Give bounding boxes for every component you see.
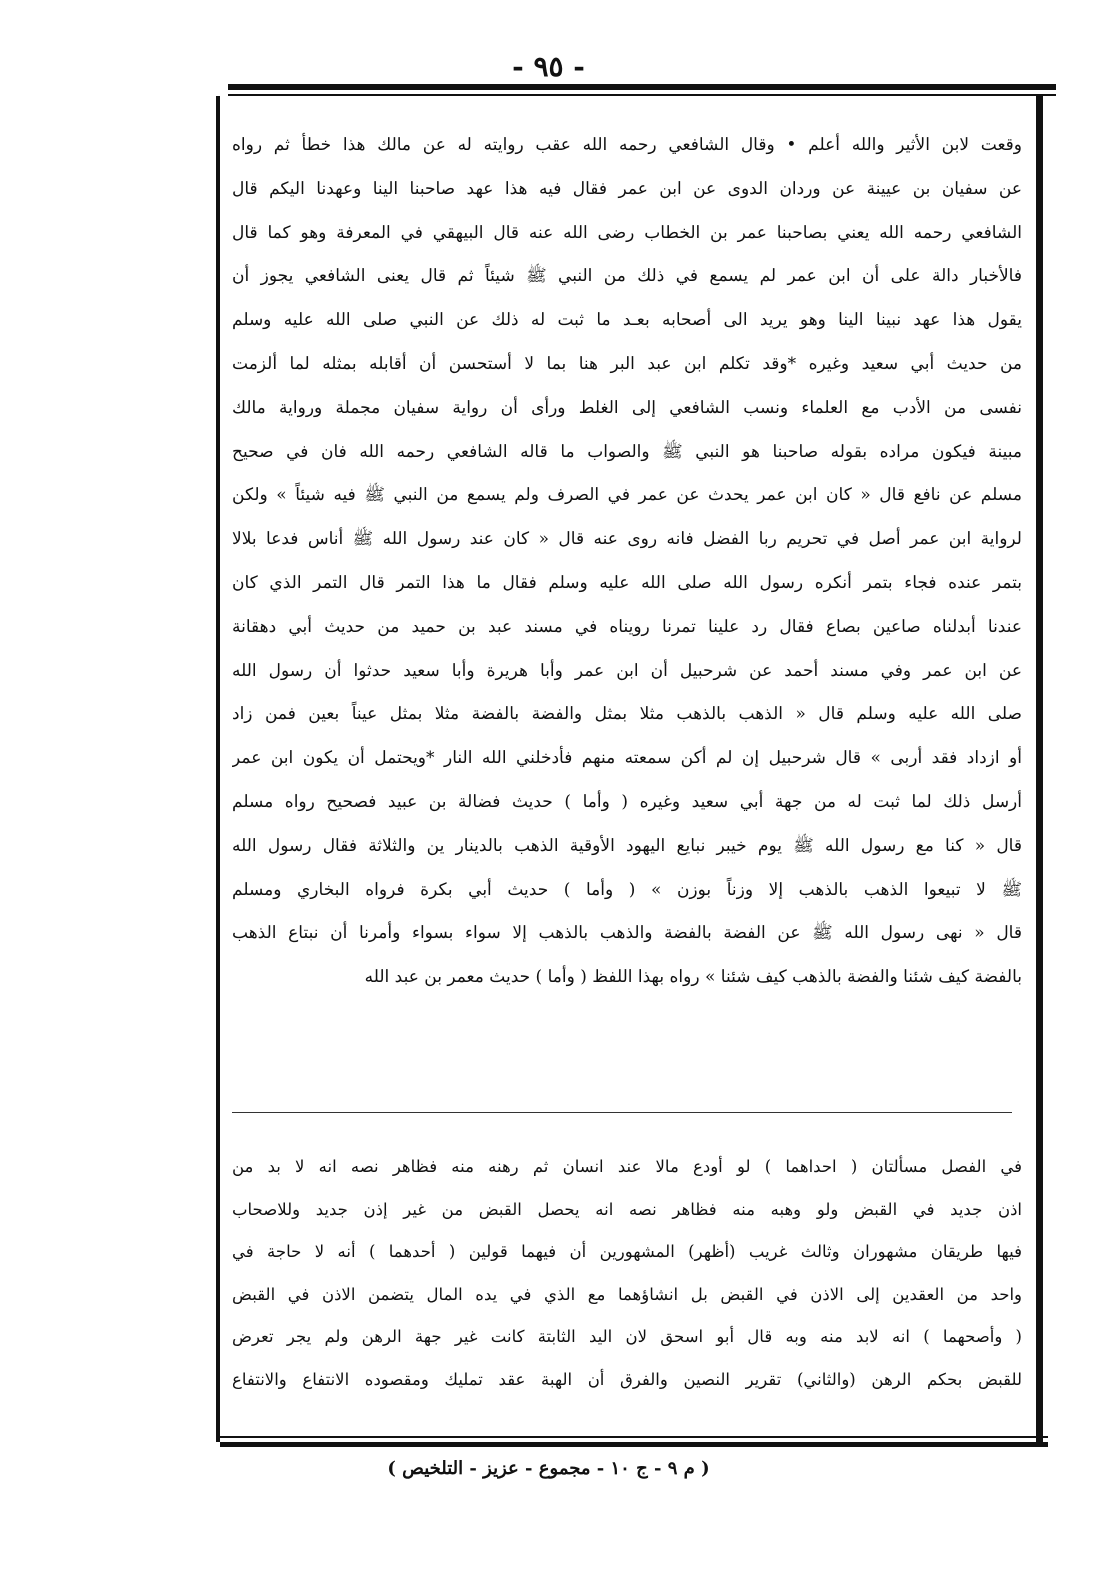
left-border [216, 96, 220, 1442]
main-line: وقعت لابن الأثير والله أعلم • وقال الشافعي رحمه الله عقب روايته له عن مالك هذا خطأ ثم رواه [232, 135, 1022, 155]
footnote-line: للقبض بحكم الرهن (والثاني) تقرير النصين والفرق أن الهبة عقد تمليك ومقصوده الانتفاع والانتفاع [232, 1369, 1022, 1389]
main-line: عن سفيان بن عيينة عن وردان الدوى عن ابن عمر فقال فيه هذا عهد صاحبنا الينا وعهدنا اليكم قال [232, 178, 1022, 199]
footnote-line: ( وأصحهما ) انه لابد منه وبه قال أبو اسحق لان اليد الثابتة كانت غير جهة الرهن ولم يجر تعرض [232, 1327, 1022, 1346]
main-line: مبينة فيكون مراده بقوله صاحبنا هو النبي ﷺ والصواب ما قاله الشافعي رحمه الله فان في صحيح [232, 441, 1022, 462]
footnote-separator [232, 1112, 1012, 1113]
main-line: بالفضة كيف شئنا والفضة بالذهب كيف شئنا » رواه بهذا اللفظ ( وأما ) حديث معمر بن عبد الله [364, 967, 1022, 988]
footnote-line: فيها طريقان مشهوران وثالث غريب (أظهر) المشهورين أن فيهما قولين ( أحدهما ) أنه لا حاجة في [232, 1242, 1022, 1261]
main-line: قال « كنا مع رسول الله ﷺ يوم خيبر نبايع اليهود الأوقية الذهب بالدينار ين والثلاثة فقال رسول الله [232, 835, 1022, 856]
main-line: فالأخبار دالة على أن ابن عمر لم يسمع في ذلك من النبي ﷺ شيئاً ثم قال يعنى الشافعي يجوز أن [232, 266, 1022, 287]
right-border [1036, 96, 1043, 1442]
main-line: مسلم عن نافع قال « كان ابن عمر يحدث عن عمر في الصرف ولم يسمع من النبي ﷺ فيه شيئاً » ولكن [232, 485, 1022, 506]
main-line: بتمر عنده فجاء بتمر أنكره رسول الله صلى الله عليه وسلم فقال ما هذا التمر قال التمر الذي كان [232, 572, 1022, 593]
main-line: أو ازداد فقد أربى » قال شرحبيل إن لم أكن سمعته منهم فأدخلني الله النار *ويحتمل أن يكون ابن عمر [232, 748, 1022, 769]
main-line: نفسى من الأدب مع العلماء ونسب الشافعي إلى الغلط ورأى أن رواية سفيان مجملة ورواية مالك [232, 397, 1022, 418]
main-line: لرواية ابن عمر أصل في تحريم ربا الفضل فانه روى عنه قال « كان عند رسول الله ﷺ أناس فدعا بلالا [232, 529, 1022, 550]
printer-signature: ( م ٩ - ج ١٠ - مجموع - عزيز - التلخيص ) [387, 1458, 710, 1479]
main-text [232, 124, 1022, 1000]
main-line: الشافعي رحمه الله يعني بصاحبنا عمر بن الخطاب رضى الله عنه قال البيهقي في المعرفة وهو كما قال [232, 222, 1022, 243]
top-border-thick [228, 84, 1056, 90]
main-line: قال « نهى رسول الله ﷺ عن الفضة بالفضة والذهب بالذهب إلا سواء بسواء وأمرنا أن نبتاع الذهب [232, 923, 1022, 944]
footnote-line: اذن جديد في القبض ولو وهبه منه فظاهر نصه انه يحصل القبض من غير إذن جديد وللاصحاب [232, 1199, 1022, 1219]
main-line: من حديث أبي سعيد وغيره *وقد تكلم ابن عبد البر هنا بما لا أستحسن أن أقابله بمثله لما ألزمت [232, 353, 1022, 374]
footnote-line: في الفصل مسألتان ( احداهما ) لو أودع مالا عند انسان ثم رهنه منه فظاهر نصه انه لا بد من [232, 1157, 1022, 1176]
main-line: يقول هذا عهد نبينا الينا وهو يريد الى أصحابه بعـد ما ثبت له ذلك عن النبي صلى الله عليه وسلم [232, 310, 1022, 331]
footnote-text [232, 1146, 1022, 1401]
main-line: أرسل ذلك لما ثبت له من جهة أبي سعيد وغيره ( وأما ) حديث فضالة بن عبيد فصحيح رواه مسلم [232, 791, 1022, 812]
top-border-thin [228, 94, 1056, 96]
bottom-border-thick [220, 1442, 1048, 1447]
main-line: صلى الله عليه وسلم قال « الذهب بالذهب مثلا بمثل والفضة بالفضة مثلا بمثل عيناً بعين فمن زاد [232, 704, 1022, 725]
main-line: عن ابن عمر وفي مسند أحمد عن شرحبيل أن ابن عمر وأبا هريرة وأبا سعيد حدثوا أن رسول الله [232, 660, 1022, 681]
main-line: ﷺ لا تبيعوا الذهب بالذهب إلا وزناً بوزن » ( وأما ) حديث أبي بكرة فرواه البخاري ومسلم [232, 879, 1022, 900]
footnote-line: واحد من العقدين إلى الاذن في القبض بل انشاؤهما مع الذي في يده المال يتضمن الاذن في القبض [232, 1284, 1022, 1304]
main-line: عندنا أبدلناه صاعين بصاع فقال رد علينا تمرنا رويناه في مسند عبد بن حميد من حديث أبي دهقانة [232, 616, 1022, 637]
page-number: - ٩٥ - [512, 50, 585, 83]
bottom-border-thin [220, 1436, 1048, 1438]
